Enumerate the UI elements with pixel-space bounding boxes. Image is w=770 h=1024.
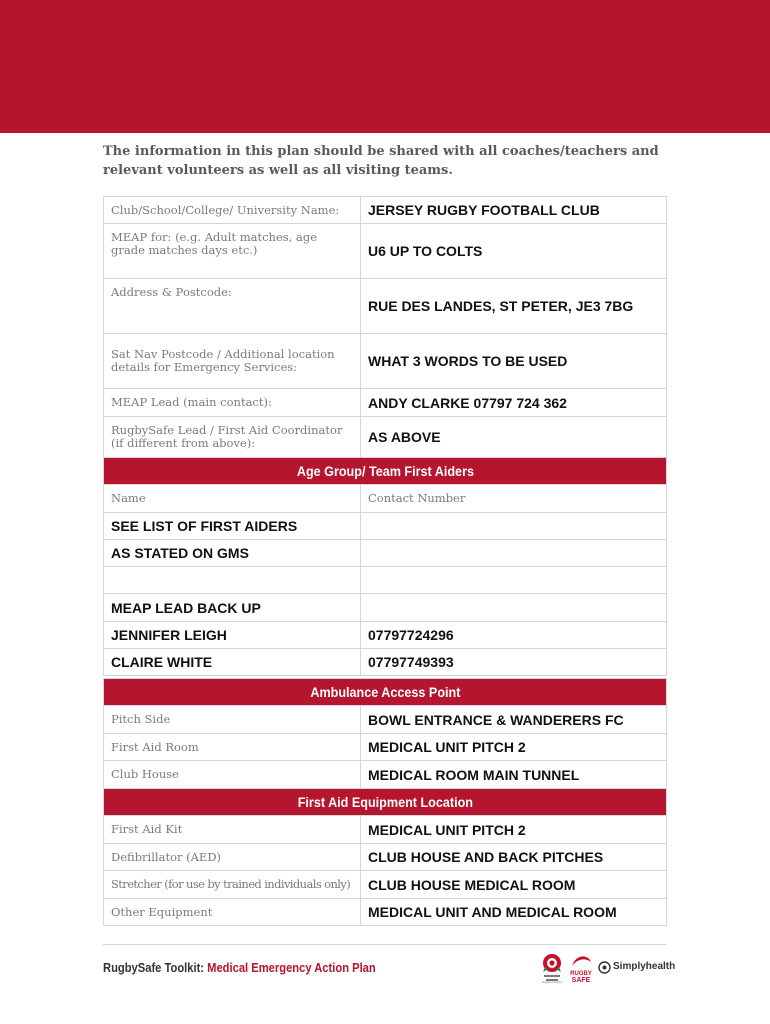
intro-text: The information in this plan should be shared with all coaches/teachers and relevant volunteers as well as all visiting teams. bbox=[103, 144, 659, 178]
equipment-value: CLUB HOUSE MEDICAL ROOM bbox=[361, 871, 667, 899]
details-table bbox=[103, 196, 667, 458]
ambulance-table bbox=[103, 678, 667, 789]
table-row bbox=[104, 816, 667, 844]
details-row bbox=[104, 197, 667, 224]
details-row bbox=[104, 224, 667, 279]
detail-label: MEAP for: (e.g. Adult matches, age grade matches days etc.) bbox=[104, 224, 361, 279]
first-aider-contact bbox=[361, 567, 667, 594]
table-row bbox=[104, 871, 667, 899]
ambulance-label: Club House bbox=[104, 761, 361, 789]
column-header-contact: Contact Number bbox=[361, 485, 667, 513]
table-row bbox=[104, 622, 667, 649]
first-aider-name: AS STATED ON GMS bbox=[104, 540, 361, 567]
detail-value: WHAT 3 WORDS TO BE USED bbox=[361, 334, 667, 389]
equipment-label: First Aid Kit bbox=[104, 816, 361, 844]
table-row bbox=[104, 567, 667, 594]
detail-label: Sat Nav Postcode / Additional location details for Emergency Services: bbox=[104, 334, 361, 389]
simplyhealth-logo bbox=[598, 960, 676, 976]
equipment-label: Stretcher (for use by trained individuals only) bbox=[104, 871, 361, 899]
first-aider-name: MEAP LEAD BACK UP bbox=[104, 594, 361, 622]
ambulance-value: MEDICAL UNIT PITCH 2 bbox=[361, 734, 667, 761]
svg-text:SAFE: SAFE bbox=[571, 977, 591, 984]
detail-value: U6 UP TO COLTS bbox=[361, 224, 667, 279]
detail-value: AS ABOVE bbox=[361, 417, 667, 458]
equipment-label: Defibrillator (AED) bbox=[104, 844, 361, 871]
ambulance-label: Pitch Side bbox=[104, 706, 361, 734]
section-header-ambulance bbox=[104, 679, 667, 706]
detail-label: Club/School/College/ University Name: bbox=[104, 197, 361, 224]
equipment-value: CLUB HOUSE AND BACK PITCHES bbox=[361, 844, 667, 871]
table-row bbox=[104, 899, 667, 926]
first-aider-contact bbox=[361, 513, 667, 540]
first-aider-name: SEE LIST OF FIRST AIDERS bbox=[104, 513, 361, 540]
table-row bbox=[104, 649, 667, 676]
first-aider-contact bbox=[361, 540, 667, 567]
footer-doc-label: Medical Emergency Action Plan bbox=[207, 960, 376, 975]
table-row bbox=[104, 540, 667, 567]
ambulance-value: MEDICAL ROOM MAIN TUNNEL bbox=[361, 761, 667, 789]
detail-value: RUE DES LANDES, ST PETER, JE3 7BG bbox=[361, 279, 667, 334]
svg-text:RUGBY: RUGBY bbox=[570, 971, 592, 977]
equipment-label: Other Equipment bbox=[104, 899, 361, 926]
equipment-table bbox=[103, 788, 667, 926]
table-row bbox=[104, 513, 667, 540]
detail-label: Address & Postcode: bbox=[104, 279, 361, 334]
page-title: MEDICAL EMERGENCY ACTION PLAN TEMPLATE bbox=[103, 91, 733, 128]
details-row bbox=[104, 389, 667, 417]
details-row bbox=[104, 334, 667, 389]
table-row bbox=[104, 844, 667, 871]
column-header-row bbox=[104, 485, 667, 513]
section-header-equipment bbox=[104, 789, 667, 816]
first-aider-name bbox=[104, 567, 361, 594]
rugbysafe-logo bbox=[568, 952, 594, 984]
equipment-value: MEDICAL UNIT PITCH 2 bbox=[361, 816, 667, 844]
first-aider-name: CLAIRE WHITE bbox=[104, 649, 361, 676]
section-title: First Aid Equipment Location bbox=[297, 794, 473, 810]
section-title: Ambulance Access Point bbox=[309, 684, 461, 700]
simplyhealth-mark-icon bbox=[598, 961, 611, 974]
table-row bbox=[104, 761, 667, 789]
section-header-first-aiders bbox=[104, 458, 667, 485]
table-row bbox=[104, 594, 667, 622]
simplyhealth-wordmark: Simplyhealth bbox=[613, 961, 676, 972]
first-aider-contact: 07797724296 bbox=[361, 622, 667, 649]
detail-value: JERSEY RUGBY FOOTBALL CLUB bbox=[361, 197, 667, 224]
column-header-name: Name bbox=[104, 485, 361, 513]
detail-value: ANDY CLARKE 07797 724 362 bbox=[361, 389, 667, 417]
section-title: Age Group/ Team First Aiders bbox=[296, 463, 474, 479]
england-rugby-rose-logo bbox=[540, 952, 564, 984]
details-row bbox=[104, 279, 667, 334]
footer-divider bbox=[103, 944, 666, 945]
footer-toolkit-label: RugbySafe Toolkit: bbox=[103, 960, 205, 975]
table-row bbox=[104, 706, 667, 734]
svg-text:England Rugby: England Rugby bbox=[541, 980, 563, 984]
detail-label: MEAP Lead (main contact): bbox=[104, 389, 361, 417]
table-row bbox=[104, 734, 667, 761]
details-row bbox=[104, 417, 667, 458]
first-aider-contact: 07797749393 bbox=[361, 649, 667, 676]
equipment-value: MEDICAL UNIT AND MEDICAL ROOM bbox=[361, 899, 667, 926]
ambulance-value: BOWL ENTRANCE & WANDERERS FC bbox=[361, 706, 667, 734]
first-aider-name: JENNIFER LEIGH bbox=[104, 622, 361, 649]
first-aider-contact bbox=[361, 594, 667, 622]
ambulance-label: First Aid Room bbox=[104, 734, 361, 761]
footer-caption bbox=[103, 960, 376, 975]
detail-label: RugbySafe Lead / First Aid Coordinator (if different from above): bbox=[104, 417, 361, 458]
first-aiders-table bbox=[103, 457, 667, 676]
